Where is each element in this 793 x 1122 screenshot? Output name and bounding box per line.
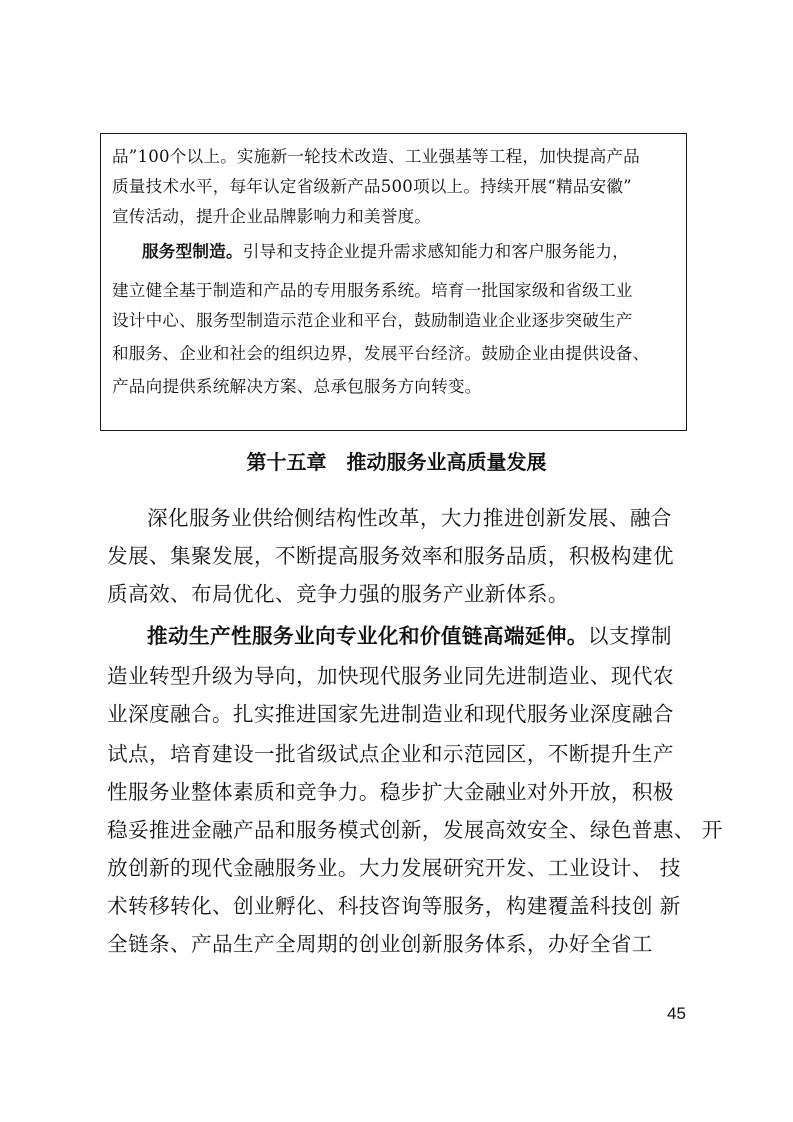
body-line: 术转移转化、创业孵化、科技咨询等服务，构建覆盖科技创 新: [107, 894, 681, 918]
body-text: 以支撑制: [587, 624, 672, 648]
box-line: 产品向提供系统解决方案、总承包服务方向转变。: [112, 377, 482, 396]
box-line: 和服务、企业和社会的组织边界，发展平台经济。鼓励企业由提供设备、: [112, 344, 650, 363]
box-line: 宣传活动，提升企业品牌影响力和美誉度。: [112, 207, 432, 226]
body-line: 稳妥推进金融产品和服务模式创新，发展高效安全、绿色普惠、 开: [107, 818, 723, 842]
body-line: 试点，培育建设一批省级试点企业和示范园区，不断提升生产: [107, 742, 674, 766]
page-number: 45: [667, 1004, 686, 1023]
body-line: 业深度融合。扎实推进国家先进制造业和现代服务业深度融合: [107, 702, 674, 726]
body-paragraph-start: [147, 626, 672, 647]
box-line: 建立健全基于制造和产品的专用服务系统。培育一批国家级和省级工业: [112, 281, 633, 300]
body-bold-lead: 推动生产性服务业向专业化和价值链高端延伸。: [147, 624, 588, 648]
box-line: 设计中心、服务型制造示范企业和平台，鼓励制造业企业逐步突破生产: [112, 311, 633, 330]
body-line: 质高效、布局优化、竞争力强的服务产业新体系。: [107, 582, 569, 606]
chapter-heading: 第十五章 推动服务业高质量发展: [246, 450, 547, 474]
box-paragraph-start: [142, 243, 629, 261]
box-line: 品”100个以上。实施新一轮技术改造、工业强基等工程，加快提高产品: [112, 147, 640, 166]
body-line: 全链条、产品生产全周期的创业创新服务体系，办好全省工: [107, 932, 653, 956]
body-line: 深化服务业供给侧结构性改革，大力推进创新发展、融合: [147, 506, 672, 530]
body-line: 放创新的现代金融服务业。大力发展研究开发、工业设计、 技: [107, 856, 681, 880]
box-bold-lead: 服务型制造。: [142, 241, 243, 261]
body-line: 发展、集聚发展，不断提高服务效率和服务品质，积极构建优: [107, 544, 674, 568]
box-line: 质量技术水平，每年认定省级新产品500项以上。持续开展“精品安徽”: [112, 177, 632, 196]
body-line: 造业转型升级为导向，加快现代服务业同先进制造业、现代农: [107, 664, 674, 688]
box-text: 引导和支持企业提升需求感知能力和客户服务能力，: [242, 242, 630, 261]
body-line: 性服务业整体素质和竞争力。稳步扩大金融业对外开放，积极: [107, 780, 674, 804]
